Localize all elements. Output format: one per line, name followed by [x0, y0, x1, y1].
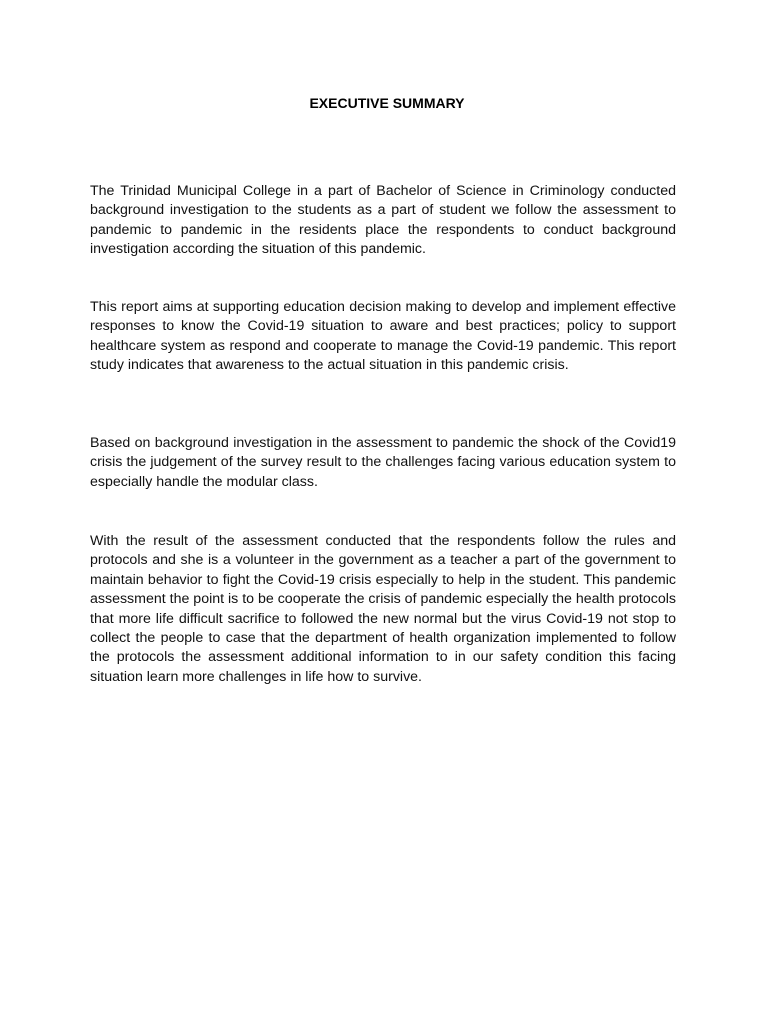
- document-title: EXECUTIVE SUMMARY: [309, 95, 465, 111]
- paragraph-2: This report aims at supporting education decision making to develop and implement effective responses to know the Covid-19 situation to aware and best practices; policy to support healthcare system as respond and cooperate to manage the Covid-19 pandemic. This report study indicates that awareness to the actual situation in this pandemic crisis.: [90, 299, 676, 374]
- paragraph-1: The Trinidad Municipal College in a part of Bachelor of Science in Criminology conducted background investigation to the students as a part of student we follow the assessment to pandemic to pandemic in the residents place the respondents to conduct background investigation according the situation of this pandemic.: [90, 183, 676, 258]
- paragraph-4: With the result of the assessment conducted that the respondents follow the rules and protocols and she is a volunteer in the government as a teacher a part of the government to maintain behavior to fight the Covid-19 crisis especially to help in the student. This pandemic assessment the point is to be cooperate the crisis of pandemic especially the health protocols that more life difficult sacrifice to followed the new normal but the virus Covid-19 not stop to collect the people to case that the department of health organization implemented to follow the protocols the assessment additional information to in our safety condition this facing situation learn more challenges in life how to survive.: [90, 533, 676, 685]
- paragraph-3: Based on background investigation in the assessment to pandemic the shock of the Covid19 crisis the judgement of the survey result to the challenges facing various education system to especially handle the modular class.: [90, 435, 676, 490]
